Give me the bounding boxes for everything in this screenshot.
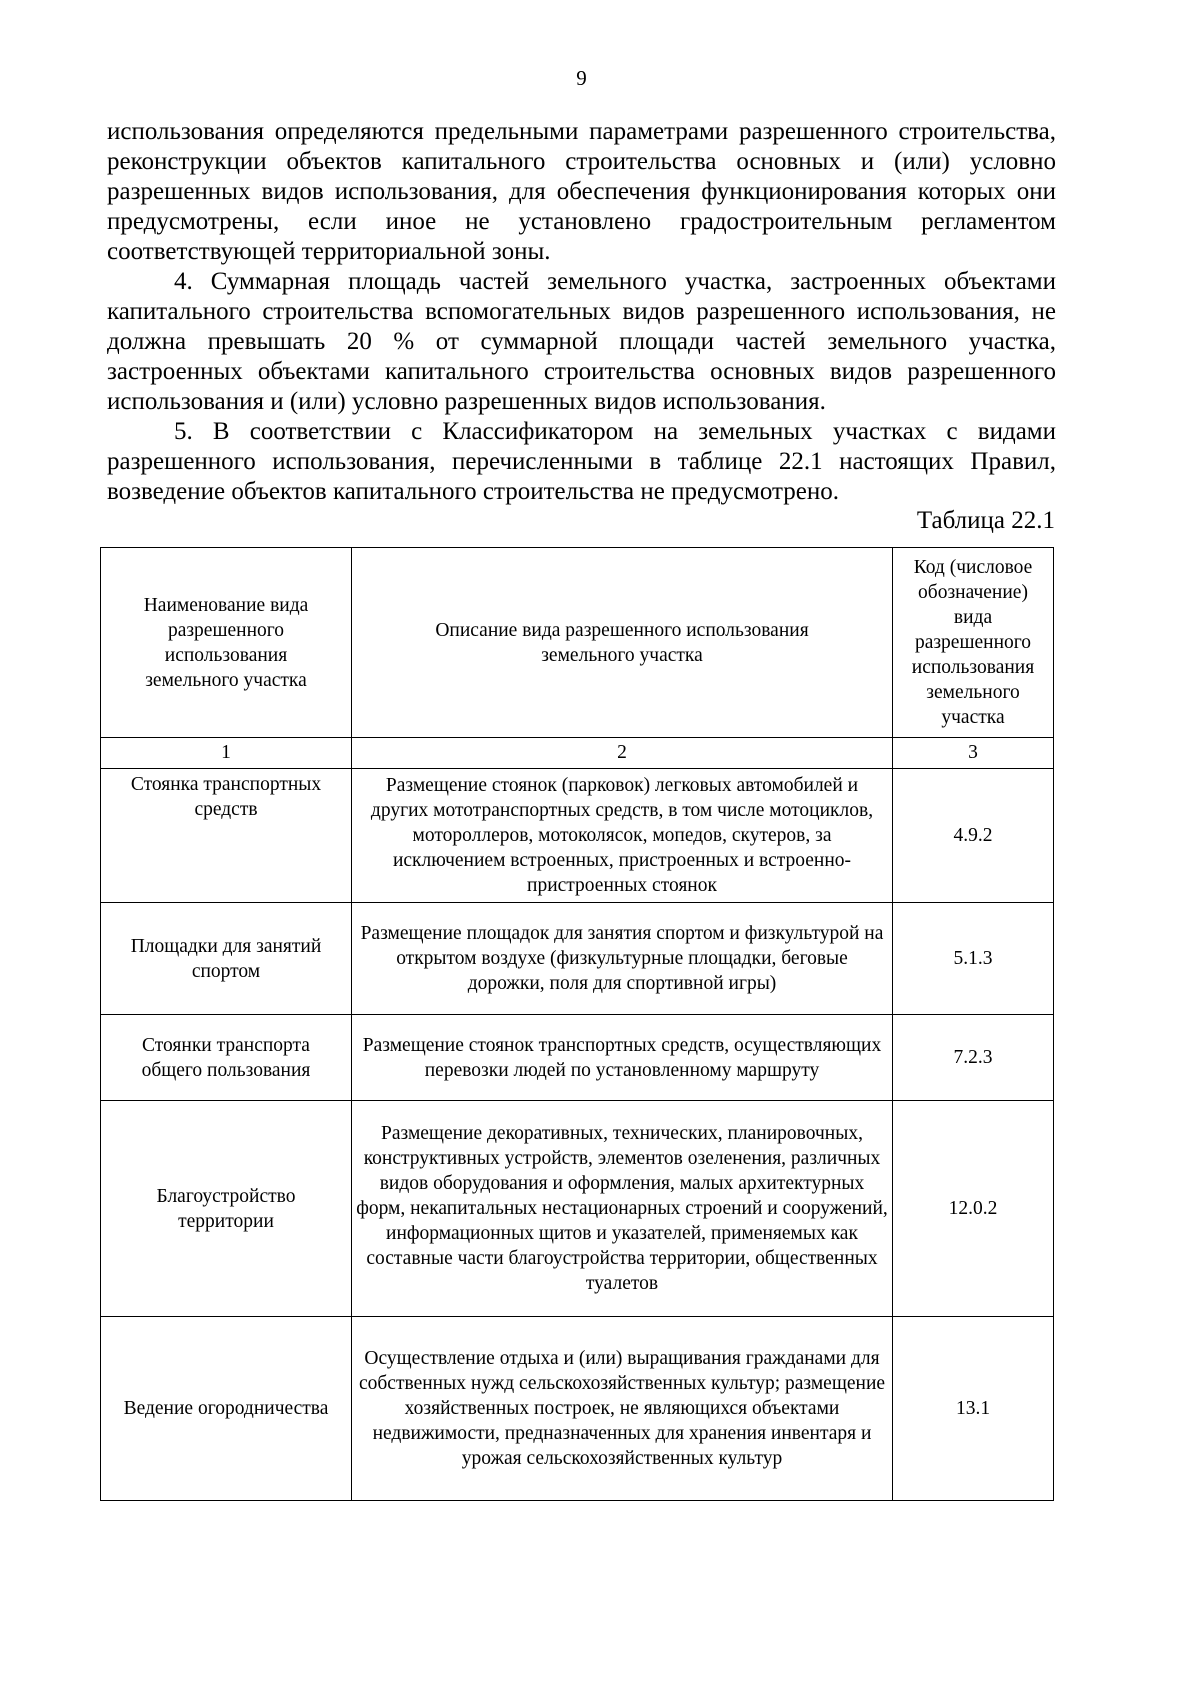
column-number-row (101, 738, 1054, 769)
use-name-cell: Ведение огородничества (101, 1317, 352, 1501)
use-name-cell: Площадки для занятий спортом (101, 903, 352, 1015)
paragraph: 4. Суммарная площадь частей земельного участка, застроенных объектами капитального строительства вспомогательных видов разрешенного использования, не должна превышать 20 % от суммарной площади частей земельного участка, застроенных объектами капитального строительства основных видов разрешенного использования и (или) условно разрешенных видов использования. (107, 268, 1056, 415)
table-row (101, 1317, 1054, 1501)
use-description-cell: Размещение декоративных, технических, планировочных, конструктивных устройств, элементов озеленения, различных видов оборудования и оформления, малых архитектурных форм, некапитальных нестационарных строений и сооружений, информационных щитов и указателей, применяемых как составные части благоустройства территории, общественных туалетов (352, 1101, 893, 1317)
use-description-cell: Размещение стоянок (парковок) легковых автомобилей и других мототранспортных средств, в том числе мотоциклов, мотороллеров, мотоколясок, мопедов, скутеров, за исключением встроенных, пристроенных и встроенно-пристроенных стоянок (352, 769, 893, 903)
header-cell-description: Описание вида разрешенного использования земельного участка (352, 548, 893, 738)
header-cell-code: Код (числовое обозначение) вида разрешенного использования земельного участка (893, 548, 1054, 738)
use-code-cell: 5.1.3 (893, 903, 1054, 1015)
column-number: 1 (101, 738, 352, 769)
table-row (101, 1101, 1054, 1317)
table-caption: Таблица 22.1 (916, 507, 1055, 534)
use-code-cell: 12.0.2 (893, 1101, 1054, 1317)
body-text (107, 117, 1056, 507)
column-number: 3 (893, 738, 1054, 769)
table-header-row (101, 548, 1054, 738)
use-description-cell: Размещение площадок для занятия спортом и физкультурой на открытом воздухе (физкультурные площадки, беговые дорожки, поля для спортивной игры) (352, 903, 893, 1015)
use-code-cell: 13.1 (893, 1317, 1054, 1501)
table-row (101, 903, 1054, 1015)
use-name-cell: Благоустройство территории (101, 1101, 352, 1317)
table-row (101, 769, 1054, 903)
use-code-cell: 7.2.3 (893, 1015, 1054, 1101)
paragraph: 5. В соответствии с Классификатором на земельных участках с видами разрешенного использования, перечисленными в таблице 22.1 настоящих Правил, возведение объектов капитального строительства не предусмотрено. (107, 418, 1056, 505)
use-name-cell: Стоянка транспортных средств (101, 769, 352, 903)
page-number: 9 (576, 66, 587, 90)
use-code-cell: 4.9.2 (893, 769, 1054, 903)
table-row (101, 1015, 1054, 1101)
use-description-cell: Осуществление отдыха и (или) выращивания гражданами для собственных нужд сельскохозяйственных культур; размещение хозяйственных построек, не являющихся объектами недвижимости, предназначенных для хранения инвентаря и урожая сельскохозяйственных культур (352, 1317, 893, 1501)
use-name-cell: Стоянки транспорта общего пользования (101, 1015, 352, 1101)
paragraph: использования определяются предельными параметрами разрешенного строительства, реконструкции объектов капитального строительства основных и (или) условно разрешенных видов использования, для обеспечения функционирования которых они предусмотрены, если иное не установлено градостроительным регламентом соответствующей территориальной зоны. (107, 118, 1056, 265)
header-cell-name: Наименование вида разрешенного использования земельного участка (101, 548, 352, 738)
column-number: 2 (352, 738, 893, 769)
land-use-table (100, 547, 1054, 1501)
use-description-cell: Размещение стоянок транспортных средств, осуществляющих перевозки людей по установленному маршруту (352, 1015, 893, 1101)
